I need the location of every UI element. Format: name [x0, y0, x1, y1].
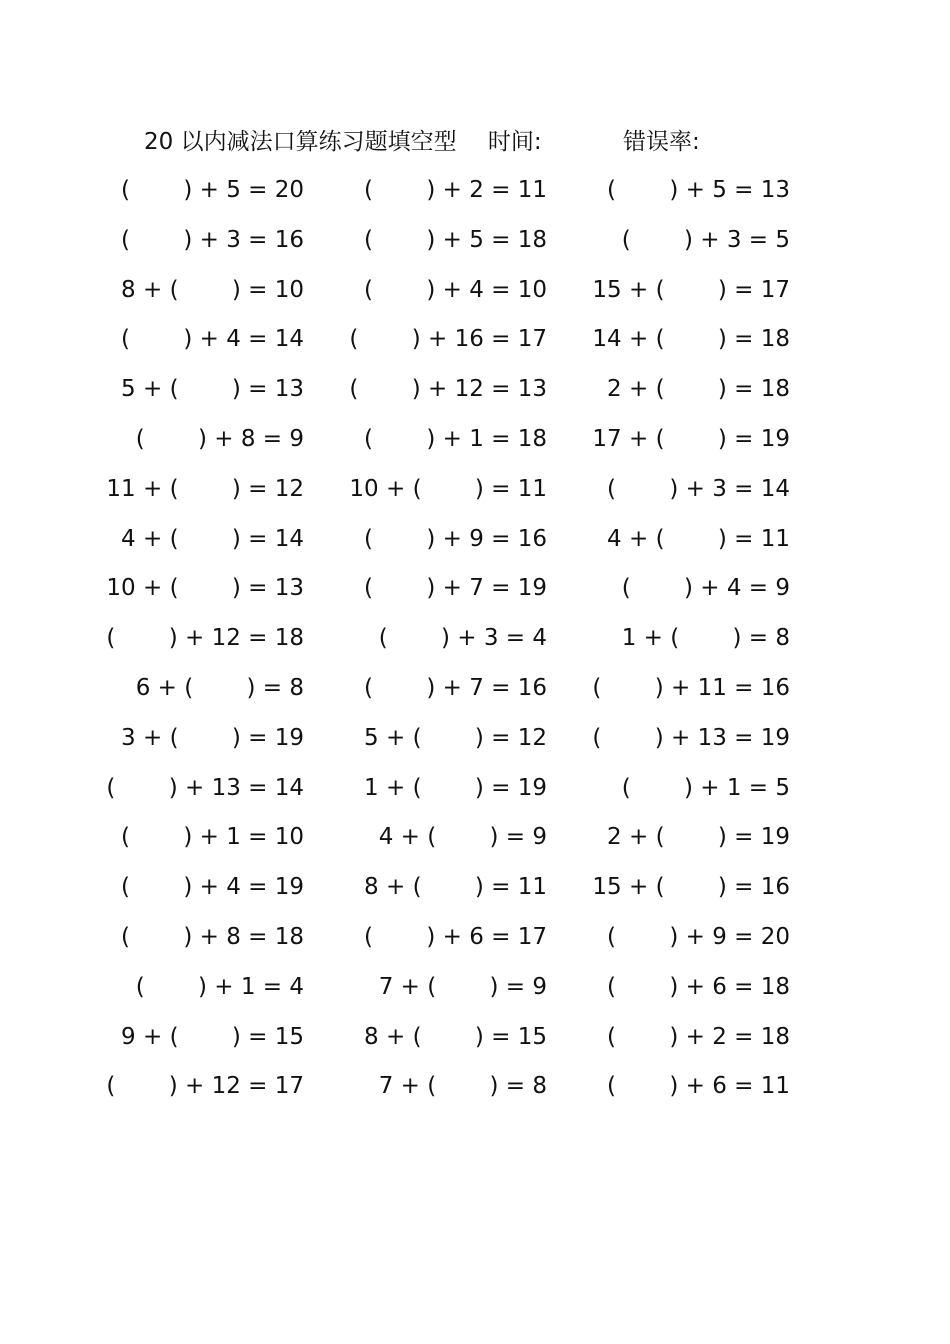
problem: ( ) + 1 = 18 [364, 425, 547, 452]
problem: ( ) + 13 = 14 [106, 774, 304, 801]
problem: 4 + ( ) = 14 [121, 525, 304, 552]
problem: ( ) + 3 = 16 [121, 226, 304, 253]
problem: ( ) + 4 = 10 [364, 276, 547, 303]
problem: 6 + ( ) = 8 [135, 674, 304, 701]
problem: 5 + ( ) = 12 [364, 724, 547, 751]
problem: ( ) + 7 = 16 [364, 674, 547, 701]
problem: ( ) + 1 = 4 [135, 973, 304, 1000]
problem-row [0, 568, 950, 618]
problem: ( ) + 12 = 17 [106, 1073, 304, 1100]
problem-grid [0, 170, 950, 1116]
problem: ( ) + 3 = 4 [378, 625, 547, 652]
problem-row [0, 1066, 950, 1116]
problem: 2 + ( ) = 18 [607, 376, 790, 403]
problem: ( ) + 9 = 20 [607, 923, 790, 950]
problem: ( ) + 6 = 17 [364, 923, 547, 950]
time-label: 时间: [487, 129, 542, 155]
problem: ( ) + 5 = 18 [364, 226, 547, 253]
problem-row [0, 867, 950, 917]
problem-row [0, 618, 950, 668]
problem: ( ) + 3 = 5 [621, 226, 790, 253]
worksheet-title: 20 以内减法口算练习题填空型 [144, 129, 457, 155]
problem-row [0, 768, 950, 818]
problem: 4 + ( ) = 11 [607, 525, 790, 552]
problem: 8 + ( ) = 10 [121, 276, 304, 303]
problem: 3 + ( ) = 19 [121, 724, 304, 751]
problem: ( ) + 9 = 16 [364, 525, 547, 552]
problem: 2 + ( ) = 19 [607, 824, 790, 851]
worksheet-header [144, 126, 700, 158]
problem: ( ) + 4 = 9 [621, 575, 790, 602]
problem: ( ) + 2 = 11 [364, 177, 547, 203]
problem-row [0, 668, 950, 718]
problem: ( ) + 6 = 11 [607, 1073, 790, 1100]
problem-row [0, 319, 950, 369]
problem: ( ) + 8 = 9 [135, 425, 304, 452]
problem-row [0, 419, 950, 469]
problem: 15 + ( ) = 17 [592, 276, 790, 303]
problem-row [0, 469, 950, 519]
problem: ( ) + 2 = 18 [607, 1023, 790, 1050]
problem: ( ) + 11 = 16 [592, 674, 790, 701]
problem: 4 + ( ) = 9 [378, 824, 547, 851]
problem: ( ) + 8 = 18 [121, 923, 304, 950]
problem: ( ) + 12 = 13 [349, 376, 547, 403]
problem: ( ) + 5 = 20 [121, 177, 304, 203]
problem: 14 + ( ) = 18 [592, 326, 790, 353]
problem-row [0, 1017, 950, 1067]
problem: 8 + ( ) = 15 [364, 1023, 547, 1050]
problem: ( ) + 3 = 14 [607, 475, 790, 502]
problem: 7 + ( ) = 9 [378, 973, 547, 1000]
problem: ( ) + 1 = 5 [621, 774, 790, 801]
problem-row [0, 718, 950, 768]
problem: 9 + ( ) = 15 [121, 1023, 304, 1050]
problem: 17 + ( ) = 19 [592, 425, 790, 452]
problem-row [0, 519, 950, 569]
problem: 1 + ( ) = 19 [364, 774, 547, 801]
problem: 10 + ( ) = 13 [106, 575, 304, 602]
problem-row [0, 170, 950, 220]
problem: ( ) + 7 = 19 [364, 575, 547, 602]
problem: ( ) + 12 = 18 [106, 625, 304, 652]
problem: ( ) + 1 = 10 [121, 824, 304, 851]
problem: 5 + ( ) = 13 [121, 376, 304, 403]
problem: ( ) + 16 = 17 [349, 326, 547, 353]
problem: 1 + ( ) = 8 [621, 625, 790, 652]
problem-row [0, 270, 950, 320]
problem-row [0, 917, 950, 967]
problem: 8 + ( ) = 11 [364, 874, 547, 901]
problem: ( ) + 6 = 18 [607, 973, 790, 1000]
problem: 11 + ( ) = 12 [106, 475, 304, 502]
problem-row [0, 220, 950, 270]
error-rate-label: 错误率: [622, 129, 700, 155]
problem: 15 + ( ) = 16 [592, 874, 790, 901]
problem-row [0, 967, 950, 1017]
problem-row [0, 369, 950, 419]
problem: ( ) + 4 = 14 [121, 326, 304, 353]
problem-row [0, 817, 950, 867]
problem: 7 + ( ) = 8 [378, 1073, 547, 1100]
problem: ( ) + 13 = 19 [592, 724, 790, 751]
problem: ( ) + 5 = 13 [607, 177, 790, 203]
problem: 10 + ( ) = 11 [349, 475, 547, 502]
problem: ( ) + 4 = 19 [121, 874, 304, 901]
